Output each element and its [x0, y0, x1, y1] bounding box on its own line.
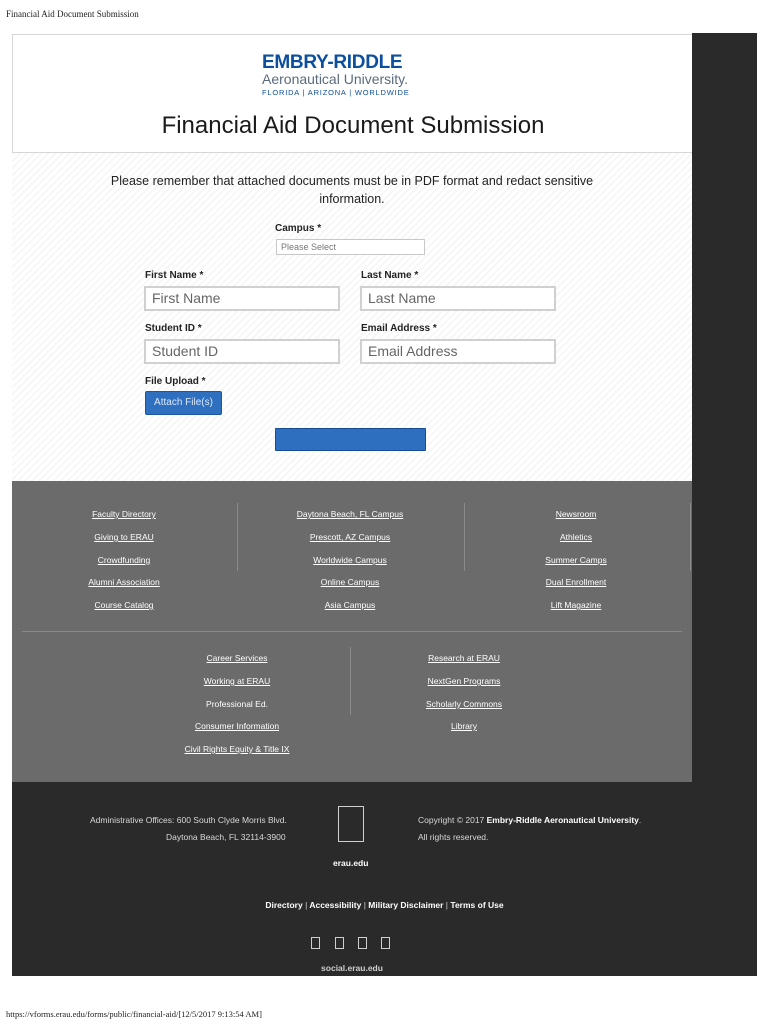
column-divider	[464, 503, 465, 571]
university-logo[interactable]	[262, 53, 462, 97]
footer-link-panel	[12, 481, 692, 782]
logo-subtitle: Aeronautical University.	[262, 71, 409, 87]
first-name-field[interactable]: First Name	[144, 286, 340, 311]
link-faculty-directory[interactable]: Faculty Directory	[92, 509, 156, 519]
link-summer-camps[interactable]: Summer Camps	[545, 555, 607, 565]
link-lift-magazine[interactable]: Lift Magazine	[550, 600, 602, 610]
link-scholarly-commons[interactable]: Scholarly Commons	[425, 699, 503, 709]
social-icon[interactable]	[335, 937, 344, 949]
social-link[interactable]: social.erau.edu	[321, 963, 383, 973]
link-athletics[interactable]: Athletics	[559, 532, 593, 542]
logo-wordmark: EMBRY-RIDDLE	[262, 52, 403, 73]
link-dual-enrollment[interactable]: Dual Enrollment	[545, 577, 607, 587]
link-newsroom[interactable]: Newsroom	[555, 509, 597, 519]
print-header: Financial Aid Document Submission	[6, 9, 139, 19]
link-daytona-campus[interactable]: Daytona Beach, FL Campus	[296, 509, 404, 519]
print-footer: https://vforms.erau.edu/forms/public/financial-aid/[12/5/2017 9:13:54 AM]	[6, 1009, 262, 1019]
submit-button[interactable]	[275, 428, 426, 451]
copyright-org: Embry-Riddle Aeronautical University	[486, 815, 639, 825]
legal-separator: |	[445, 900, 449, 910]
link-asia-campus[interactable]: Asia Campus	[324, 600, 376, 610]
link-library[interactable]: Library	[451, 721, 477, 731]
rights-reserved: All rights reserved.	[418, 832, 489, 842]
link-worldwide-campus[interactable]: Worldwide Campus	[313, 555, 387, 565]
last-name-field[interactable]: Last Name	[360, 286, 556, 311]
link-alumni[interactable]: Alumni Association	[88, 577, 160, 587]
legal-separator: |	[363, 900, 366, 910]
column-divider	[350, 647, 351, 715]
email-label: Email Address *	[361, 323, 437, 334]
link-military-disclaimer[interactable]: Military Disclaimer	[368, 900, 444, 910]
column-divider	[690, 503, 691, 571]
link-working-at-erau[interactable]: Working at ERAU	[203, 676, 271, 686]
first-name-label: First Name *	[145, 270, 204, 281]
section-divider	[22, 631, 682, 632]
social-icons	[308, 937, 398, 951]
link-civil-rights[interactable]: Civil Rights Equity & Title IX	[184, 744, 290, 754]
link-prescott-campus[interactable]: Prescott, AZ Campus	[309, 532, 391, 542]
link-crowdfunding[interactable]: Crowdfunding	[97, 555, 151, 565]
campus-label: Campus *	[275, 223, 322, 234]
social-icon[interactable]	[381, 937, 390, 949]
last-name-label: Last Name *	[361, 270, 419, 281]
address-line-1: Administrative Offices: 600 South Clyde Morris Blvd.	[90, 815, 287, 825]
erau-site-link[interactable]: erau.edu	[333, 858, 369, 868]
email-field[interactable]: Email Address	[360, 339, 556, 364]
campus-select[interactable]: Please Select	[276, 239, 425, 255]
link-course-catalog[interactable]: Course Catalog	[94, 600, 154, 610]
social-icon[interactable]	[311, 937, 320, 949]
social-icon[interactable]	[358, 937, 367, 949]
legal-links	[12, 900, 757, 910]
pdf-notice: Please remember that attached documents must be in PDF format and redact sensitive information.	[110, 174, 594, 206]
file-upload-label: File Upload *	[145, 376, 206, 387]
copyright	[418, 815, 641, 825]
link-accessibility[interactable]: Accessibility	[309, 900, 362, 910]
attach-files-button[interactable]: Attach File(s)	[145, 391, 222, 415]
submission-form	[12, 153, 692, 481]
link-career-services[interactable]: Career Services	[206, 653, 268, 663]
link-giving[interactable]: Giving to ERAU	[94, 532, 154, 542]
student-id-field[interactable]: Student ID	[144, 339, 340, 364]
site-footer	[12, 782, 757, 976]
link-terms-of-use[interactable]: Terms of Use	[450, 900, 504, 910]
link-research[interactable]: Research at ERAU	[428, 653, 500, 663]
copyright-prefix: Copyright © 2017	[418, 815, 487, 825]
link-professional-ed[interactable]: Professional Ed.	[206, 699, 268, 709]
student-id-label: Student ID *	[145, 323, 202, 334]
logo-tagline: FLORIDA | ARIZONA | WORLDWIDE	[262, 88, 410, 97]
university-seal-icon	[338, 806, 364, 842]
link-consumer-information[interactable]: Consumer Information	[194, 721, 280, 731]
site-header	[12, 34, 692, 153]
address-line-2: Daytona Beach, FL 32114-3900	[166, 832, 286, 842]
legal-separator: |	[305, 900, 308, 910]
column-divider	[237, 503, 238, 571]
copyright-suffix: .	[638, 815, 642, 825]
link-directory[interactable]: Directory	[265, 900, 303, 910]
link-nextgen-programs[interactable]: NextGen Programs	[427, 676, 501, 686]
link-online-campus[interactable]: Online Campus	[320, 577, 380, 587]
page-title: Financial Aid Document Submission	[161, 112, 545, 139]
